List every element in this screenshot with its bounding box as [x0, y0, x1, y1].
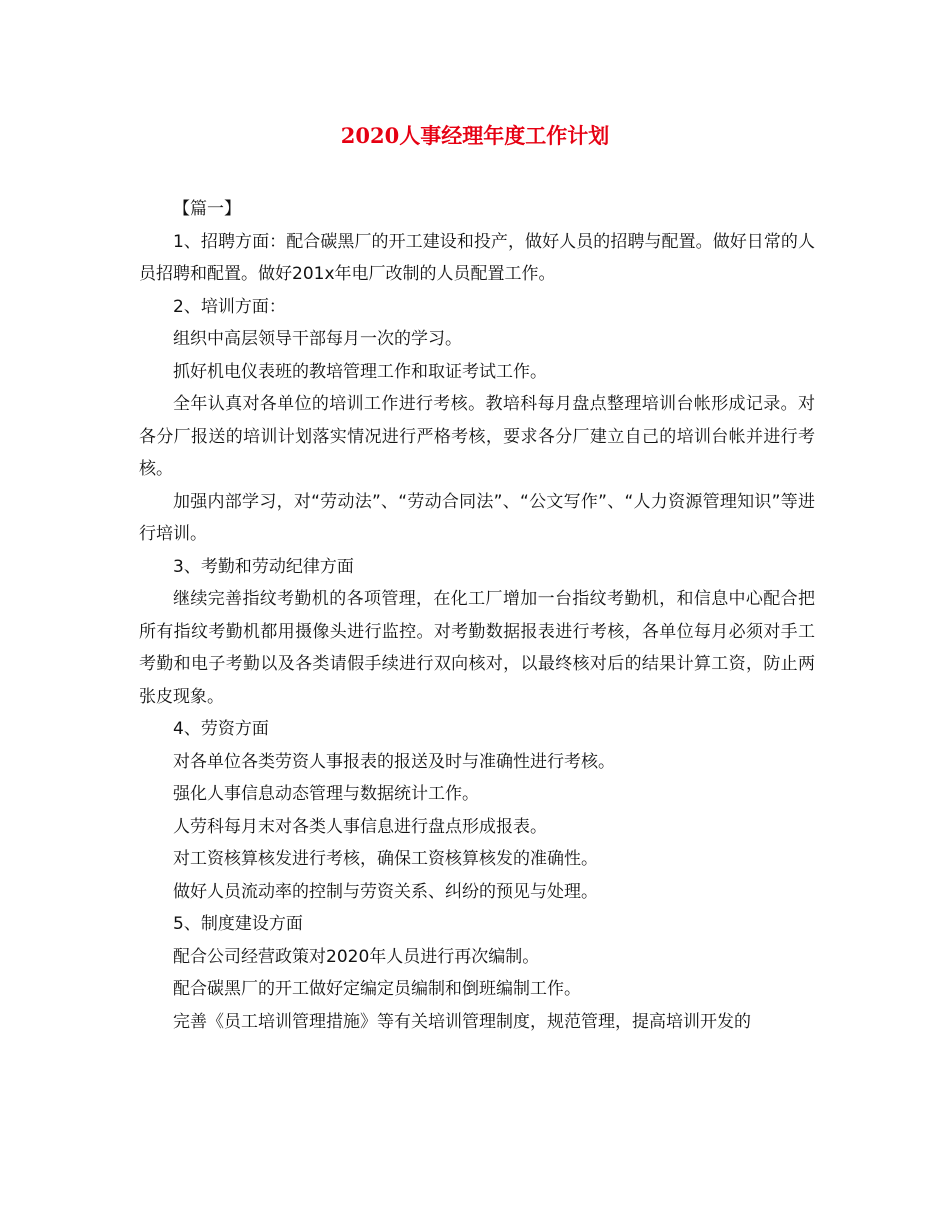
section-heading: 4、劳资方面 [173, 719, 269, 739]
paragraph: 完善《员工培训管理措施》等有关培训管理制度，规范管理，提高培训开发的 [173, 1011, 751, 1032]
section-heading: 3、考勤和劳动纪律方面 [173, 556, 354, 577]
paragraph: 做好人员流动率的控制与劳资关系、纠纷的预见与处理。 [173, 881, 598, 902]
paragraph: 对各单位各类劳资人事报表的报送及时与准确性进行考核。 [173, 751, 615, 772]
paragraph: 对工资核算核发进行考核，确保工资核算核发的准确性。 [173, 849, 598, 869]
section-label: 【篇一】 [173, 199, 241, 219]
paragraph: 全年认真对各单位的培训工作进行考核。教培科每月盘点整理培训台帐形成记录。对各分厂报送的培训计划落实情况进行严格考核，要求各分厂建立自己的培训台帐并进行考核。 [139, 394, 815, 479]
document-body [139, 193, 815, 1038]
paragraph: 组织中高层领导干部每月一次的学习。 [173, 329, 462, 349]
paragraph: 抓好机电仪表班的教培管理工作和取证考试工作。 [173, 361, 547, 382]
section-heading: 5、制度建设方面 [173, 914, 303, 934]
paragraph: 配合碳黑厂的开工做好定编定员编制和倒班编制工作。 [173, 979, 581, 999]
paragraph: 1、招聘方面：配合碳黑厂的开工建设和投产，做好人员的招聘与配置。做好日常的人员招聘和配置。做好201x年电厂改制的人员配置工作。 [139, 231, 815, 284]
paragraph: 强化人事信息动态管理与数据统计工作。 [173, 784, 479, 804]
document-title: 2020人事经理年度工作计划 [340, 123, 610, 148]
paragraph: 配合公司经营政策对2020年人员进行再次编制。 [173, 946, 540, 967]
paragraph: 继续完善指纹考勤机的各项管理，在化工厂增加一台指纹考勤机，和信息中心配合把所有指纹考勤机都用摄像头进行监控。对考勤数据报表进行考核，各单位每月必须对手工考勤和电子考勤以及各类请假手续进行双向核对，以最终核对后的结果计算工资，防止两张皮现象。 [139, 589, 815, 707]
section-heading: 2、培训方面： [173, 296, 286, 317]
paragraph: 人劳科每月末对各类人事信息进行盘点形成报表。 [173, 816, 547, 837]
paragraph: 加强内部学习，对“劳动法”、“劳动合同法”、“公文写作”、“人力资源管理知识”等进行培训。 [139, 491, 815, 544]
